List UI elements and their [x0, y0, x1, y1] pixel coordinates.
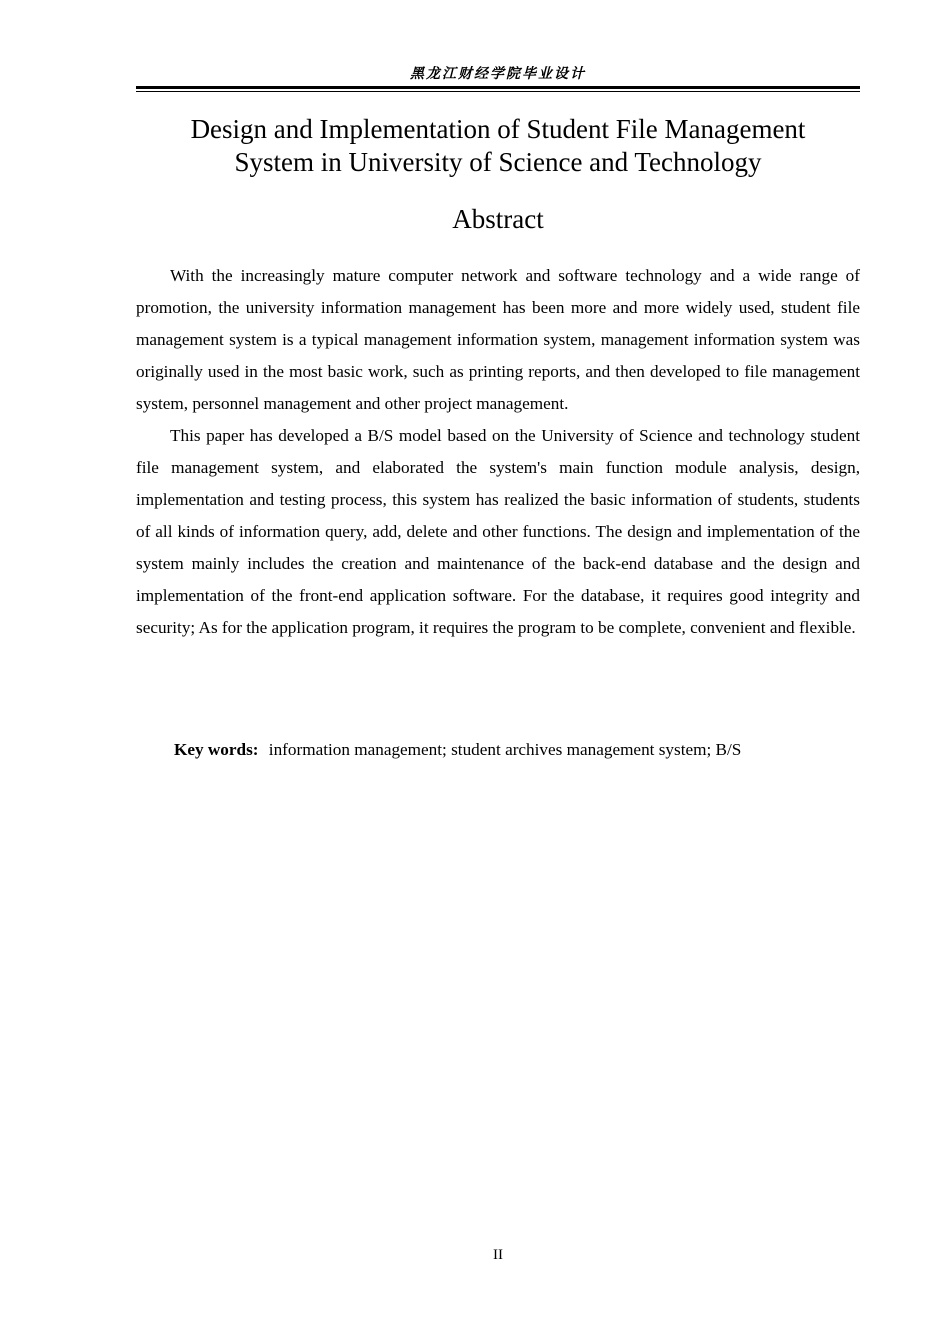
keywords-line — [174, 735, 860, 765]
title-line-2: System in University of Science and Technology — [234, 147, 762, 177]
header-rule-thin — [136, 91, 860, 92]
title-line-1: Design and Implementation of Student File Management — [190, 114, 806, 144]
abstract-paragraph-1: With the increasingly mature computer network and software technology and a wide range of promotion, the university information management has been more and more widely used, student file management system is a typical management information system, management information system was originally used in the most basic work, such as printing reports, and then developed to file management system, personnel management and other project management. — [136, 266, 860, 413]
running-header: 黑龙江财经学院毕业设计 — [410, 66, 586, 82]
abstract-body — [136, 260, 860, 644]
document-title — [136, 113, 860, 179]
abstract-heading: Abstract — [452, 204, 544, 234]
keywords-text: information management; student archives management system; B/S — [268, 740, 742, 759]
keywords-label: Key words: — [174, 740, 259, 759]
page-number: II — [493, 1247, 503, 1263]
header-rule-thick — [136, 86, 860, 89]
abstract-paragraph-2: This paper has developed a B/S model based on the University of Science and technology student file management system, and elaborated the system's main function module analysis, design, implementation and testing process, this system has realized the basic information of students, students of all kinds of information query, add, delete and other functions. The design and implementation of the system mainly includes the creation and maintenance of the back-end database and the design and implementation of the front-end application software. For the database, it requires good integrity and security; As for the application program, it requires the program to be complete, convenient and flexible. — [136, 426, 860, 637]
